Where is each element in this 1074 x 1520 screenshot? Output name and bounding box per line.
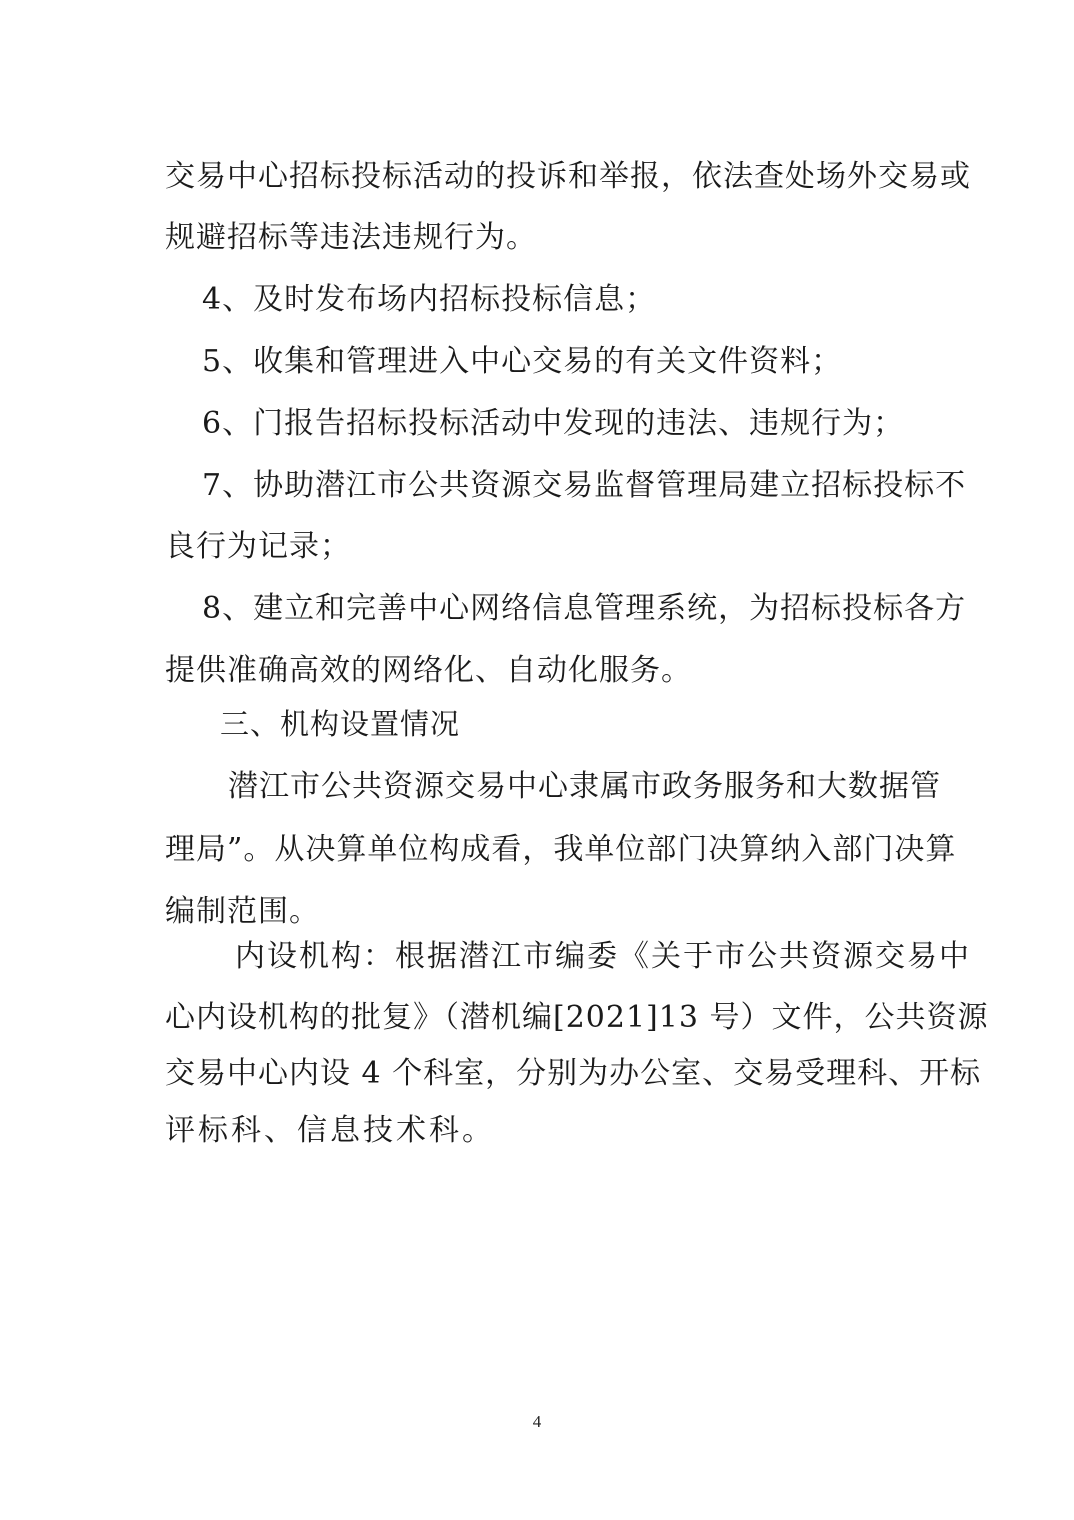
- list-item-5: 5、收集和管理进入中心交易的有关文件资料；: [202, 344, 843, 379]
- paragraph-line: 交易中心招标投标活动的投诉和举报，依法查处场外交易或: [165, 159, 971, 194]
- page-number: 4: [532, 1412, 542, 1431]
- list-item-6: 6、门报告招标投标活动中发现的违法、违规行为；: [202, 406, 905, 441]
- paragraph-line: 提供准确高效的网络化、自动化服务。: [165, 653, 692, 688]
- list-item-4: 4、及时发布场内招标投标信息；: [202, 282, 657, 317]
- paragraph-line: 心内设机构的批复》（潜机编[2021]13 号）文件，公共资源: [165, 1000, 989, 1035]
- paragraph-line: 理局”。从决算单位构成看，我单位部门决算纳入部门决算: [165, 832, 957, 867]
- paragraph-line: 交易中心内设 4 个科室，分别为办公室、交易受理科、开标: [165, 1056, 982, 1091]
- list-item-8: 8、建立和完善中心网络信息管理系统，为招标投标各方: [202, 591, 967, 626]
- paragraph-line: 良行为记录；: [165, 529, 351, 564]
- paragraph-line: 编制范围。: [165, 894, 320, 929]
- section-heading: 三、机构设置情况: [220, 707, 461, 741]
- paragraph-line: 内设机构：根据潜江市编委《关于市公共资源交易中: [235, 939, 971, 974]
- paragraph-line: 潜江市公共资源交易中心隶属市政务服务和大数据管: [228, 769, 941, 804]
- list-item-7: 7、协助潜江市公共资源交易监督管理局建立招标投标不: [202, 468, 967, 503]
- paragraph-line: 规避招标等违法违规行为。: [165, 220, 537, 255]
- paragraph-line: 评标科、信息技术科。: [165, 1113, 495, 1148]
